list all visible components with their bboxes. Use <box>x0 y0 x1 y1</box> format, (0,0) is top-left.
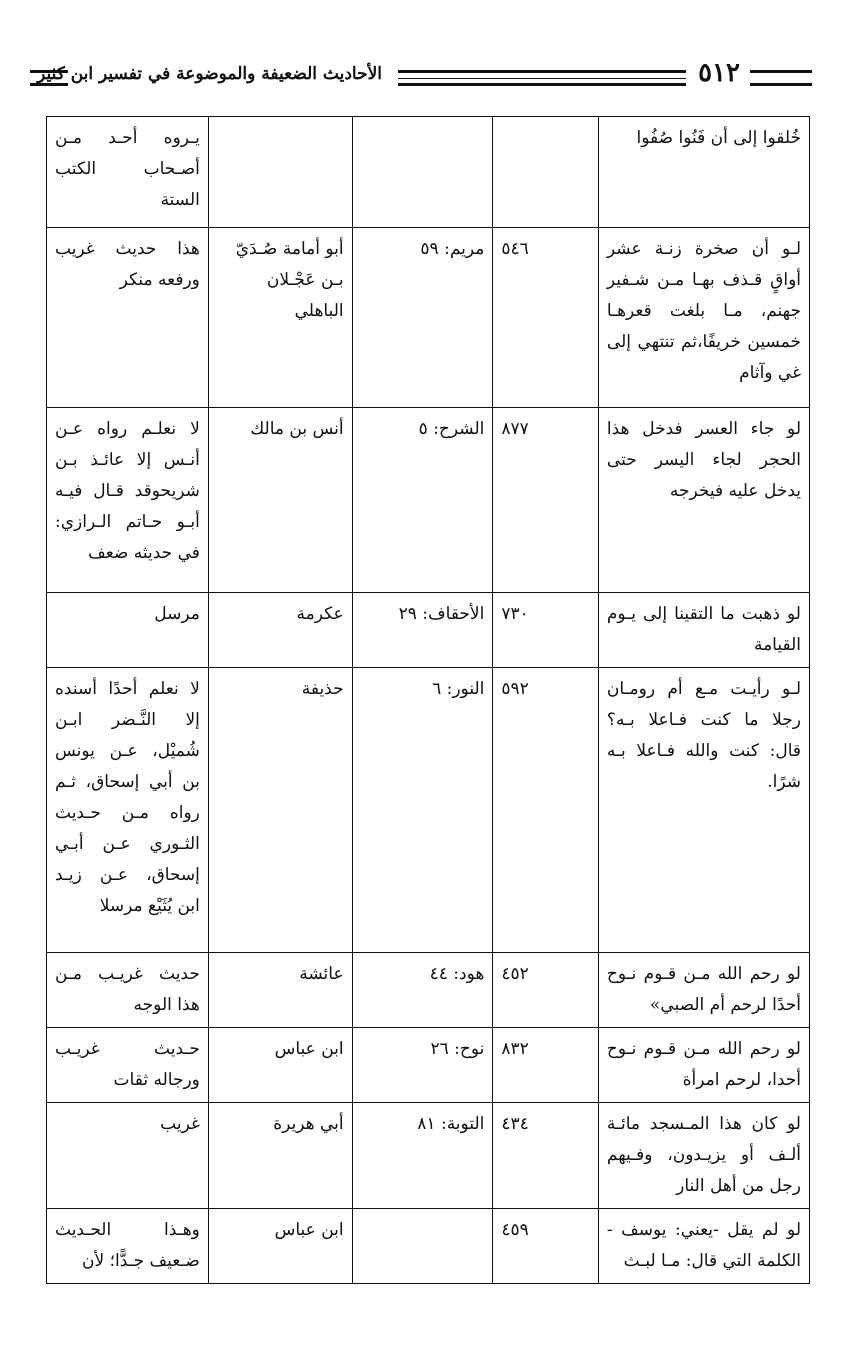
narrator-cell: أبو أمامة صُـدَيّ بـن عَجْـلان الباهلي <box>208 228 352 408</box>
narrator-cell: أنس بن مالك <box>208 408 352 593</box>
hadith-number-cell <box>493 117 599 228</box>
table-row <box>47 593 810 668</box>
table-row <box>47 953 810 1028</box>
judgment-cell: يـروه أحـد مـن أصـحاب الكتب الستة <box>47 117 209 228</box>
judgment-cell: حديث غريـب مـن هذا الوجه <box>47 953 209 1028</box>
judgment-cell: حـديث غريـب ورجاله ثقات <box>47 1028 209 1103</box>
hadith-number-cell: ٨٣٢ <box>493 1028 599 1103</box>
hadith-text-cell: لو لم يقل -يعني: يوسف - الكلمة التي قال: مـا لبـث <box>598 1209 809 1284</box>
header-rule-middle-inner <box>398 78 686 79</box>
hadith-text-cell: لو رحم الله مـن قـوم نـوح أحدًا لرحم أم الصبي» <box>598 953 809 1028</box>
judgment-cell: مرسل <box>47 593 209 668</box>
hadith-text-cell: لـو رأيـت مـع أم رومـان رجلا ما كنت فـاعلا بـه؟ قال: كنت والله فـاعلا بـه شرًا. <box>598 668 809 953</box>
judgment-cell: لا نعلـم رواه عـن أنـس إلا عائـذ بـن شريحوقد قـال فيـه أبـو حـاتم الـرازي: في حديثه ضعف <box>47 408 209 593</box>
page-number: ٥١٢ <box>698 58 740 88</box>
surah-cell <box>352 1209 493 1284</box>
surah-cell: هود: ٤٤ <box>352 953 493 1028</box>
hadith-number-cell: ٨٧٧ <box>493 408 599 593</box>
hadith-number-cell: ٧٣٠ <box>493 593 599 668</box>
narrator-cell: أبي هريرة <box>208 1103 352 1209</box>
hadith-text-cell: خُلقوا إلى أن فَنُوا صُفُوا <box>598 117 809 228</box>
surah-cell: التوبة: ٨١ <box>352 1103 493 1209</box>
table-row <box>47 228 810 408</box>
surah-cell: نوح: ٢٦ <box>352 1028 493 1103</box>
narrator-cell: عائشة <box>208 953 352 1028</box>
header-rule-right <box>750 70 812 86</box>
surah-cell <box>352 117 493 228</box>
narrator-cell: عكرمة <box>208 593 352 668</box>
table-row <box>47 408 810 593</box>
narrator-cell <box>208 117 352 228</box>
table-row <box>47 1103 810 1209</box>
hadith-text-cell: لو جاء العسر فدخل هذا الحجر لجاء اليسر حتى يدخل عليه فيخرجه <box>598 408 809 593</box>
surah-cell: النور: ٦ <box>352 668 493 953</box>
narrator-cell: حذيفة <box>208 668 352 953</box>
surah-cell: الشرح: ٥ <box>352 408 493 593</box>
page-header <box>30 60 812 94</box>
judgment-cell: لا نعلم أحدًا أسنده إلا النَّـضر ابـن شُميْل، عـن يونس بن أبي إسحاق، ثـم رواه مـن حـديث الثـوري عـن أبـي إسحاق، عـن زيـد ابن يُثَيْع مرسلا <box>47 668 209 953</box>
judgment-cell: وهـذا الحـديث ضـعيف جـدًّا؛ لأن <box>47 1209 209 1284</box>
hadith-number-cell: ٥٤٦ <box>493 228 599 408</box>
surah-cell: الأحقاف: ٢٩ <box>352 593 493 668</box>
table-row <box>47 1028 810 1103</box>
hadith-text-cell: لو ذهبت ما التقينا إلى يـوم القيامة <box>598 593 809 668</box>
table-row <box>47 1209 810 1284</box>
hadith-text-cell: لو رحم الله مـن قـوم نـوح أحدا، لرحم امرأة <box>598 1028 809 1103</box>
hadith-text-cell: لو كان هذا المـسجد مائـة ألـف أو يزيـدون، وفـيهم رجل من أهل النار <box>598 1103 809 1209</box>
hadith-number-cell: ٤٣٤ <box>493 1103 599 1209</box>
narrator-cell: ابن عباس <box>208 1028 352 1103</box>
narrator-cell: ابن عباس <box>208 1209 352 1284</box>
judgment-cell: غريب <box>47 1103 209 1209</box>
hadith-text-cell: لـو أن صخرة زنـة عشر أواقٍ قـذف بهـا مـن شـفير جهنم، مـا بلغت قعرهـا خمسين خريفًا،ثم تنتهي إلى غي وآثام <box>598 228 809 408</box>
running-title: الأحاديث الضعيفة والموضوعة في تفسير ابن كثير <box>37 64 382 84</box>
hadith-number-cell: ٤٥٢ <box>493 953 599 1028</box>
header-rule-left <box>30 70 68 86</box>
hadith-number-cell: ٤٥٩ <box>493 1209 599 1284</box>
hadith-table <box>46 116 810 1284</box>
judgment-cell: هذا حديث غريب ورفعه منكر <box>47 228 209 408</box>
hadith-number-cell: ٥٩٢ <box>493 668 599 953</box>
table-row <box>47 668 810 953</box>
surah-cell: مريم: ٥٩ <box>352 228 493 408</box>
table-row <box>47 117 810 228</box>
